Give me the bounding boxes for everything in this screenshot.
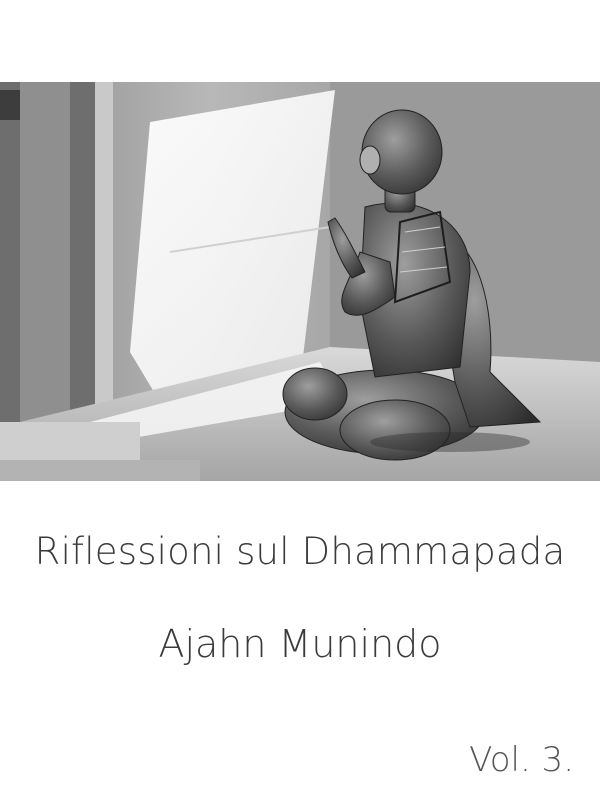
volume-number: Vol. 3. [469,740,574,780]
book-title: Riflessioni sul Dhammapada [34,530,566,573]
cover-photo [0,82,600,481]
book-author: Ajahn Munindo [158,622,442,666]
